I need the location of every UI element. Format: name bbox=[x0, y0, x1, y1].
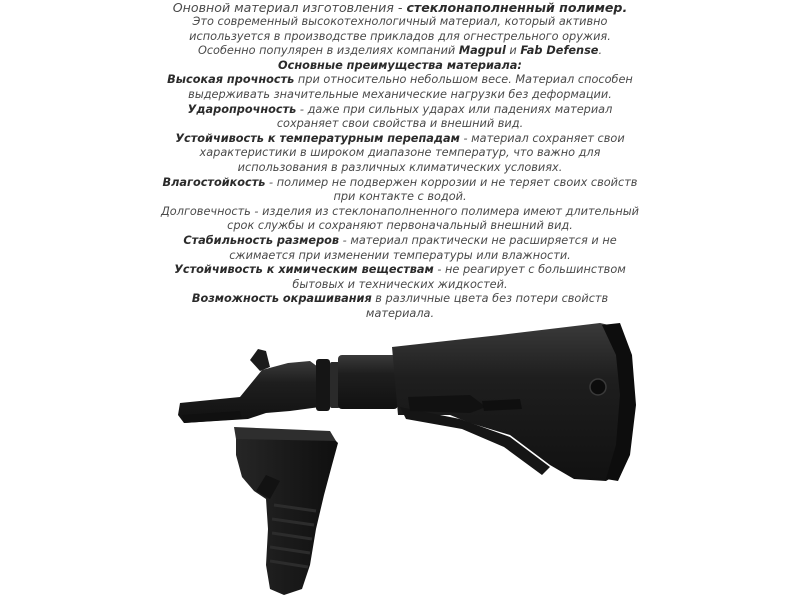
advantage-title: Возможность окрашивания bbox=[191, 292, 372, 306]
advantage-text: - даже при сильных ударах или падениях материал сохраняет свои свойства и внешний вид. bbox=[276, 102, 613, 131]
sling-swivel bbox=[590, 379, 606, 395]
advantage-title: Стабильность размеров bbox=[183, 233, 340, 247]
hinge-ring bbox=[316, 359, 330, 411]
advantage-text: Долговечность - изделия из стеклонаполненного полимера имеют длительный срок службы и сохраняют первоначальный внешний вид. bbox=[160, 204, 640, 233]
adjustment-lever bbox=[482, 399, 522, 411]
advantage-item bbox=[160, 234, 640, 263]
advantage-text: - полимер не подвержен коррозии и не теряет своих свойств при контакте с водой. bbox=[265, 175, 638, 204]
receiver-adapter bbox=[178, 361, 320, 423]
product-photo bbox=[170, 315, 650, 600]
intro-lead: Оновной материал изготовления - bbox=[172, 0, 407, 15]
advantage-item bbox=[160, 103, 640, 132]
material-description bbox=[160, 15, 640, 59]
description-end: . bbox=[598, 44, 603, 58]
rear-sight bbox=[250, 349, 270, 371]
material-intro bbox=[160, 0, 640, 15]
brand-magpul: Magpul bbox=[458, 44, 506, 58]
advantage-item bbox=[160, 73, 640, 102]
advantage-text: - не реагирует с большинством бытовых и технических жидкостей. bbox=[292, 263, 626, 291]
advantage-item bbox=[160, 176, 640, 205]
brand-fab-defense: Fab Defense bbox=[520, 44, 599, 58]
advantage-text: в различные цвета без потери свойств материала. bbox=[365, 292, 609, 320]
advantage-text: - материал практически не расширяется и не сжимается при изменении температуры или влажности. bbox=[229, 233, 617, 262]
description-and: и bbox=[505, 44, 521, 58]
advantage-title: Ударопрочность bbox=[187, 102, 297, 116]
description-text: Это современный высокотехнологичный материал, который активно используется в производстве прикладов для огнестрельного оружия. Особенно популярен в изделиях компаний bbox=[189, 15, 611, 58]
advantage-text: при относительно небольшом весе. Материал способен выдерживать значительные механические нагрузки без деформации. bbox=[188, 73, 633, 101]
advantage-title: Влагостойкость bbox=[162, 175, 266, 189]
advantage-title: Высокая прочность bbox=[167, 73, 295, 87]
buffer-tube bbox=[338, 355, 398, 409]
material-name: стеклонаполненный полимер. bbox=[406, 0, 628, 15]
pistol-grip bbox=[234, 427, 338, 595]
advantage-item bbox=[160, 263, 640, 292]
grip-body bbox=[236, 433, 338, 595]
grip-top-plate bbox=[234, 427, 336, 441]
advantage-title: Устойчивость к химическим веществам bbox=[174, 263, 434, 277]
advantage-title: Устойчивость к температурным перепадам bbox=[175, 131, 460, 145]
advantage-text: - материал сохраняет свои характеристики в широком диапазоне температур, что важно для использования в различных климатических условиях. bbox=[199, 131, 625, 174]
advantage-item bbox=[160, 205, 640, 234]
advantages-heading: Основные преимущества материала: bbox=[278, 58, 522, 72]
product-description bbox=[160, 0, 640, 321]
advantage-item bbox=[160, 132, 640, 176]
